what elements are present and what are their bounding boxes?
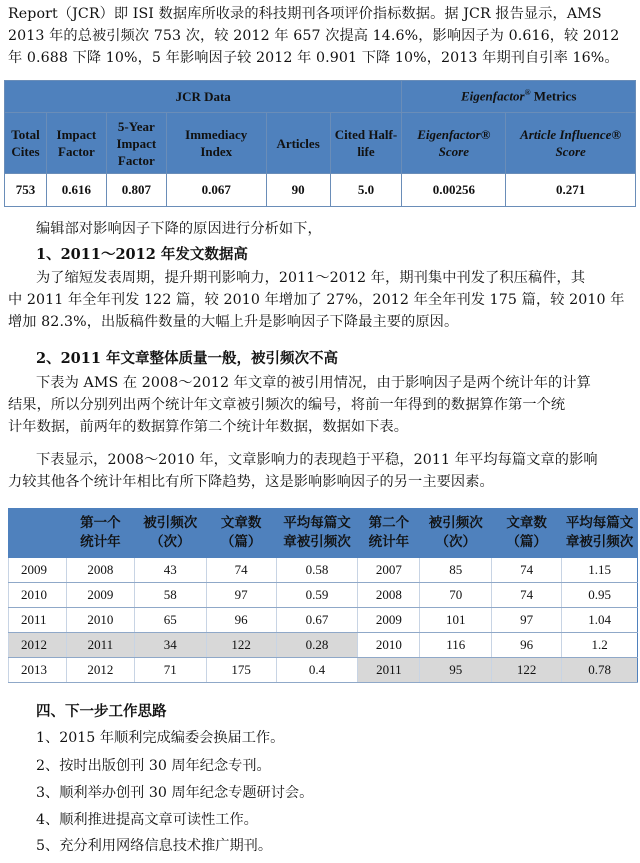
col-header: 文章数 （篇） [492, 509, 562, 558]
table-cell: 71 [134, 658, 206, 683]
table-cell: 2012 [9, 633, 67, 658]
table-cell: 753 [5, 174, 47, 207]
section2-heading: 2、2011 年文章整体质量一般，被引频次不高 [36, 350, 338, 367]
table-cell: 122 [206, 633, 276, 658]
section4-heading: 四、下一步工作思路 [36, 703, 167, 720]
table-cell: 58 [134, 583, 206, 608]
col-header: 第一个 统计年 [66, 509, 134, 558]
col-header: 平均每篇文 章被引频次 [562, 509, 638, 558]
table-cell: 43 [134, 558, 206, 583]
intro-line: 2013 年的总被引频次 753 次，较 2012 年 657 次提高 14.6%，影响因子为 0.616，较 2012 [8, 28, 620, 44]
list-item: 4、顺利推进提高文章可读性工作。 [36, 812, 258, 828]
table-cell: 5.0 [330, 174, 402, 207]
table-cell: 2012 [66, 658, 134, 683]
col-header: Articles [266, 113, 330, 174]
table-cell: 0.67 [276, 608, 358, 633]
table-cell: 74 [206, 558, 276, 583]
col-header: 平均每篇文 章被引频次 [276, 509, 358, 558]
table-cell: 2009 [358, 608, 420, 633]
table-cell: 74 [492, 558, 562, 583]
table-cell: 85 [420, 558, 492, 583]
table-cell: 1.04 [562, 608, 638, 633]
col-header: Immediacy Index [166, 113, 266, 174]
table-row [9, 608, 638, 633]
col-header: Total Cites [5, 113, 47, 174]
table-row [9, 558, 638, 583]
table-cell: 2010 [358, 633, 420, 658]
table-cell: 34 [134, 633, 206, 658]
col-header: 被引频次 （次） [420, 509, 492, 558]
section1-paragraph [8, 267, 634, 333]
table-cell: 0.271 [506, 174, 636, 207]
table-cell: 2011 [66, 633, 134, 658]
para-line: 中 2011 年全年刊发 122 篇，较 2010 年增加了 27%，2012 年全年刊发 175 篇，较 2010 年 [8, 292, 625, 308]
table-cell: 97 [492, 608, 562, 633]
col-header: 文章数 （篇） [206, 509, 276, 558]
table-cell: 97 [206, 583, 276, 608]
col-header [9, 509, 67, 558]
table-cell: 0.78 [562, 658, 638, 683]
analysis-intro: 编辑部对影响因子下降的原因进行分析如下， [36, 221, 322, 237]
table-cell: 101 [420, 608, 492, 633]
table-row [9, 633, 638, 658]
table-cell: 2010 [9, 583, 67, 608]
col-header: Cited Half-life [330, 113, 402, 174]
table-cell: 2011 [9, 608, 67, 633]
para-line: 下表显示，2008～2010 年，文章影响力的表现趋于平稳，2011 年平均每篇文章的影响 [36, 452, 598, 468]
table-cell: 90 [266, 174, 330, 207]
list-item: 3、顺利举办创刊 30 周年纪念专题研讨会。 [36, 785, 314, 801]
table-cell: 2009 [9, 558, 67, 583]
table-cell: 175 [206, 658, 276, 683]
table-cell: 74 [492, 583, 562, 608]
table-cell: 0.616 [46, 174, 106, 207]
col-header: Article Influence® Score [506, 113, 636, 174]
list-item: 1、2015 年顺利完成编委会换届工作。 [36, 730, 285, 746]
table-cell: 2013 [9, 658, 67, 683]
intro-line: 年 0.688 下降 10%，5 年影响因子较 2012 年 0.901 下降 10%，2013 年期刊自引率 16%。 [8, 50, 619, 66]
section2-paragraph-1 [8, 372, 634, 438]
table-cell: 0.00256 [402, 174, 506, 207]
table-cell: 0.58 [276, 558, 358, 583]
table-cell: 2008 [66, 558, 134, 583]
table-cell: 116 [420, 633, 492, 658]
table-row [9, 583, 638, 608]
table-cell: 2010 [66, 608, 134, 633]
citation-table [8, 508, 638, 683]
list-item: 2、按时出版创刊 30 周年纪念专刊。 [36, 758, 271, 774]
para-line: 计年数据，前两年的数据算作第二个统计年数据，数据如下表。 [8, 419, 409, 435]
para-line: 增加 82.3%，出版稿件数量的大幅上升是影响因子下降最主要的原因。 [8, 314, 459, 330]
table-cell: 70 [420, 583, 492, 608]
table-cell: 1.2 [562, 633, 638, 658]
para-line: 下表为 AMS 在 2008～2012 年文章的被引用情况，由于影响因子是两个统计年的计算 [36, 375, 591, 391]
table-cell: 0.067 [166, 174, 266, 207]
table-cell: 95 [420, 658, 492, 683]
table-cell: 0.807 [106, 174, 166, 207]
col-header: 5-Year Impact Factor [106, 113, 166, 174]
col-header: Eigenfactor® Score [402, 113, 506, 174]
para-line: 为了缩短发表周期，提升期刊影响力，2011～2012 年，期刊集中刊发了积压稿件，其 [36, 270, 586, 286]
table-cell: 2011 [358, 658, 420, 683]
eigenfactor-group-header: Eigenfactor® Metrics [402, 81, 636, 113]
table-cell: 2007 [358, 558, 420, 583]
table-cell: 65 [134, 608, 206, 633]
table-cell: 96 [492, 633, 562, 658]
table-cell: 2008 [358, 583, 420, 608]
col-header: 第二个 统计年 [358, 509, 420, 558]
jcr-group-header: JCR Data [5, 81, 402, 113]
table-cell: 1.15 [562, 558, 638, 583]
intro-line: Report（JCR）即 ISI 数据库所收录的科技期刊各项评价指标数据。据 JCR 报告显示，AMS [8, 6, 602, 22]
section1-heading: 1、2011～2012 年发文数据高 [36, 246, 248, 263]
para-line: 力较其他各个统计年相比有所下降趋势，这是影响影响因子的另一主要因素。 [8, 474, 494, 490]
table-cell: 0.28 [276, 633, 358, 658]
jcr-data-table [4, 80, 636, 207]
list-item: 5、充分利用网络信息技术推广期刊。 [36, 838, 273, 854]
section2-paragraph-2 [8, 449, 634, 493]
table-cell: 0.59 [276, 583, 358, 608]
table-cell: 0.95 [562, 583, 638, 608]
table-cell: 122 [492, 658, 562, 683]
intro-paragraph [8, 3, 634, 69]
col-header: Impact Factor [46, 113, 106, 174]
table-cell: 2009 [66, 583, 134, 608]
citation-header-row [9, 509, 638, 558]
table-cell: 96 [206, 608, 276, 633]
col-header: 被引频次 （次） [134, 509, 206, 558]
para-line: 结果，所以分别列出两个统计年文章被引频次的编号，将前一年得到的数据算作第一个统 [8, 397, 566, 413]
table-cell: 0.4 [276, 658, 358, 683]
table-row [9, 658, 638, 683]
table-row [5, 174, 636, 207]
